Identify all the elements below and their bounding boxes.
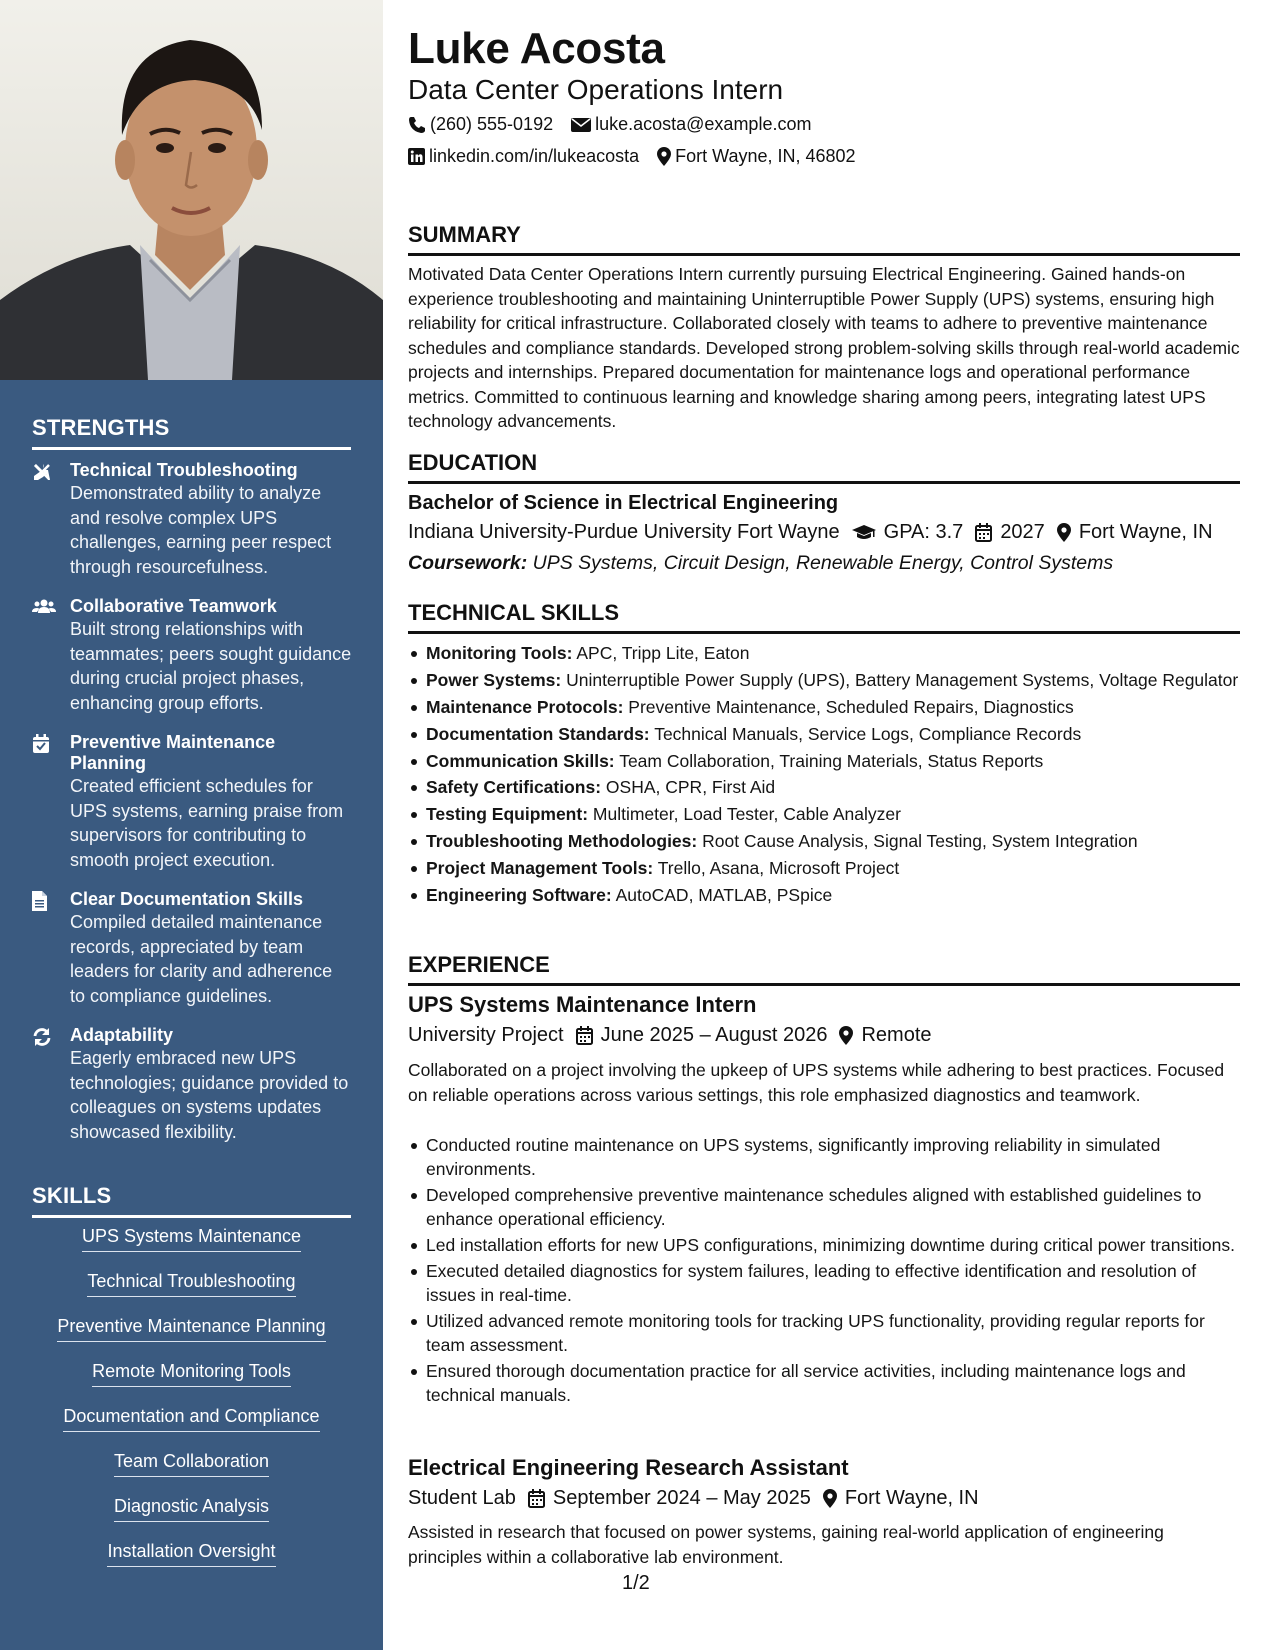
job-dates: September 2024 – May 2025 bbox=[552, 1487, 811, 1509]
calendar-check-icon bbox=[32, 732, 70, 872]
skill-tag: UPS Systems Maintenance bbox=[82, 1225, 301, 1252]
list-item bbox=[408, 883, 1240, 907]
calendar-icon bbox=[576, 1026, 593, 1045]
email-link[interactable]: luke.acosta@example.com bbox=[595, 114, 812, 134]
strength-desc: Compiled detailed maintenance records, appreciated by team leaders for clarity and adherence to compliance guidelines. bbox=[70, 912, 333, 1006]
education-coursework bbox=[408, 552, 1113, 575]
education-year: 2027 bbox=[1000, 521, 1045, 543]
list-item bbox=[408, 829, 1240, 853]
experience-heading: EXPERIENCE bbox=[408, 952, 1240, 986]
skill-label: Documentation Standards: bbox=[426, 723, 650, 744]
education-degree: Bachelor of Science in Electrical Engineering bbox=[408, 492, 839, 514]
strength-item bbox=[32, 732, 352, 872]
strength-title: Adaptability bbox=[70, 1025, 174, 1045]
job-title: UPS Systems Maintenance Intern bbox=[408, 992, 757, 1017]
coursework-list: UPS Systems, Circuit Design, Renewable Energy, Control Systems bbox=[532, 552, 1114, 574]
list-item: Executed detailed diagnostics for system failures, leading to effective identification and resolution of issues in real-time. bbox=[408, 1259, 1240, 1307]
strengths-list bbox=[32, 460, 352, 1161]
skill-value: Root Cause Analysis, Signal Testing, System Integration bbox=[702, 831, 1138, 852]
strength-item bbox=[32, 596, 352, 715]
map-pin-icon bbox=[839, 1026, 853, 1045]
linkedin-link[interactable]: linkedin.com/in/lukeacosta bbox=[429, 146, 640, 166]
strength-desc: Demonstrated ability to analyze and resolve complex UPS challenges, earning peer respect through resourcefulness. bbox=[70, 483, 332, 577]
strength-title: Technical Troubleshooting bbox=[70, 460, 298, 480]
strength-title: Preventive Maintenance Planning bbox=[70, 732, 276, 773]
job-description: Assisted in research that focused on power systems, gaining real-world application of engineering principles within a collaborative lab environment. bbox=[408, 1522, 1164, 1567]
list-item bbox=[408, 668, 1240, 692]
sidebar bbox=[0, 0, 383, 1650]
skill-value: Multimeter, Load Tester, Cable Analyzer bbox=[592, 804, 901, 825]
skill-value: Uninterruptible Power Supply (UPS), Battery Management Systems, Voltage Regulator bbox=[566, 669, 1239, 690]
skill-tag: Team Collaboration bbox=[114, 1450, 269, 1477]
strength-title: Clear Documentation Skills bbox=[70, 889, 304, 909]
job-meta bbox=[408, 1024, 932, 1047]
strength-item bbox=[32, 460, 352, 579]
skill-value: Technical Manuals, Service Logs, Compliance Records bbox=[654, 723, 1082, 744]
map-pin-icon bbox=[823, 1489, 837, 1508]
skill-tag: Installation Oversight bbox=[107, 1540, 275, 1567]
candidate-role: Data Center Operations Intern bbox=[408, 74, 784, 105]
list-item: Led installation efforts for new UPS configurations, minimizing downtime during critical power transitions. bbox=[408, 1233, 1240, 1257]
skill-value: AutoCAD, MATLAB, PSpice bbox=[615, 885, 833, 906]
skill-label: Power Systems: bbox=[426, 669, 562, 690]
strength-item bbox=[32, 889, 352, 1008]
skill-tag: Documentation and Compliance bbox=[63, 1405, 319, 1432]
list-item bbox=[408, 802, 1240, 826]
map-pin-icon bbox=[657, 147, 671, 166]
strengths-heading: STRENGTHS bbox=[32, 415, 351, 450]
map-pin-icon bbox=[1057, 523, 1071, 542]
skill-value: APC, Tripp Lite, Eaton bbox=[576, 643, 750, 663]
skill-value: Team Collaboration, Training Materials, Status Reports bbox=[619, 750, 1044, 771]
skill-label: Communication Skills: bbox=[426, 750, 615, 771]
strength-desc: Built strong relationships with teammates; peers sought guidance during crucial project phases, enhancing group efforts. bbox=[70, 619, 352, 713]
users-icon bbox=[32, 596, 70, 715]
skill-value: Preventive Maintenance, Scheduled Repairs, Diagnostics bbox=[628, 696, 1074, 717]
phone-icon bbox=[408, 116, 426, 134]
document-icon bbox=[32, 889, 70, 1008]
job-org: Student Lab bbox=[408, 1487, 516, 1509]
skill-tag: Diagnostic Analysis bbox=[114, 1495, 269, 1522]
skill-tag: Remote Monitoring Tools bbox=[92, 1360, 291, 1387]
calendar-icon bbox=[975, 523, 992, 542]
education-heading: EDUCATION bbox=[408, 450, 1240, 484]
list-item bbox=[408, 856, 1240, 880]
list-item: Developed comprehensive preventive maintenance schedules aligned with established guidelines to enhance operational efficiency. bbox=[408, 1183, 1240, 1231]
profile-photo bbox=[0, 0, 383, 380]
list-item bbox=[408, 749, 1240, 773]
candidate-name: Luke Acosta bbox=[408, 24, 665, 73]
list-item: Utilized advanced remote monitoring tools for tracking UPS functionality, providing regular reports for team assessment. bbox=[408, 1309, 1240, 1357]
job-title: Electrical Engineering Research Assistant bbox=[408, 1455, 849, 1480]
job-meta bbox=[408, 1487, 979, 1510]
skill-label: Testing Equipment: bbox=[426, 804, 589, 825]
strength-title: Collaborative Teamwork bbox=[70, 596, 277, 616]
sync-icon bbox=[32, 1025, 70, 1144]
job-description: Collaborated on a project involving the upkeep of UPS systems while adhering to best practices. Focused on reliable operations across various settings, this role emphasized diagnostics and teamwork. bbox=[408, 1060, 1225, 1105]
list-item bbox=[408, 641, 1240, 665]
contact-row-1 bbox=[408, 114, 829, 135]
list-item bbox=[408, 695, 1240, 719]
page-number: 1/2 bbox=[622, 1572, 650, 1594]
education-school: Indiana University-Purdue University Fort Wayne bbox=[408, 521, 840, 543]
skill-label: Maintenance Protocols: bbox=[426, 696, 624, 717]
list-item: Ensured thorough documentation practice for all service activities, including maintenance logs and technical manuals. bbox=[408, 1359, 1240, 1407]
skill-value: OSHA, CPR, First Aid bbox=[605, 777, 776, 798]
job-location: Fort Wayne, IN bbox=[844, 1487, 979, 1509]
education-location: Fort Wayne, IN bbox=[1078, 521, 1213, 543]
technical-skills-heading: TECHNICAL SKILLS bbox=[408, 600, 1240, 634]
skill-value: Trello, Asana, Microsoft Project bbox=[657, 858, 900, 879]
job-location: Remote bbox=[861, 1024, 932, 1046]
job-bullets bbox=[408, 1133, 1240, 1409]
tools-icon bbox=[32, 460, 70, 579]
skill-label: Engineering Software: bbox=[426, 885, 612, 906]
strength-desc: Eagerly embraced new UPS technologies; guidance provided to colleagues on systems updates showcased flexibility. bbox=[70, 1048, 349, 1142]
job-org: University Project bbox=[408, 1024, 564, 1046]
skill-label: Troubleshooting Methodologies: bbox=[426, 831, 698, 852]
technical-skills-list bbox=[408, 641, 1240, 910]
skill-label: Monitoring Tools: bbox=[426, 643, 573, 663]
linkedin-icon bbox=[408, 148, 425, 165]
skill-tag: Technical Troubleshooting bbox=[87, 1270, 295, 1297]
skill-tag: Preventive Maintenance Planning bbox=[57, 1315, 325, 1342]
phone-text[interactable]: (260) 555-0192 bbox=[430, 114, 554, 134]
list-item bbox=[408, 722, 1240, 746]
skill-label: Project Management Tools: bbox=[426, 858, 654, 879]
list-item: Conducted routine maintenance on UPS systems, significantly improving reliability in simulated environments. bbox=[408, 1133, 1240, 1181]
graduation-cap-icon bbox=[852, 525, 876, 541]
envelope-icon bbox=[571, 117, 591, 133]
education-gpa: GPA: 3.7 bbox=[883, 521, 964, 543]
skills-list bbox=[32, 1225, 351, 1585]
strength-desc: Created efficient schedules for UPS systems, earning praise from supervisors for contributing to smooth project execution. bbox=[70, 776, 344, 870]
summary-text: Motivated Data Center Operations Intern currently pursuing Electrical Engineering. Gained hands-on experience troubleshooting and maintaining Uninterruptible Power Supply (UPS) systems, ensuring high reliability for critical infrastructure. Collaborated closely with teams to adhere to preventive maintenance schedules and compliance standards. Developed strong problem-solving skills through real-world academic projects and internships. Prepared documentation for maintenance logs and operational performance metrics. Committed to continuous learning and knowledge sharing among peers, integrating latest UPS technology advancements. bbox=[408, 264, 1240, 431]
list-item bbox=[408, 775, 1240, 799]
coursework-label: Coursework: bbox=[408, 552, 528, 574]
contact-row-2 bbox=[408, 146, 874, 167]
skill-label: Safety Certifications: bbox=[426, 777, 602, 798]
job-dates: June 2025 – August 2026 bbox=[600, 1024, 828, 1046]
skills-heading: SKILLS bbox=[32, 1183, 351, 1218]
calendar-icon bbox=[528, 1489, 545, 1508]
location-text: Fort Wayne, IN, 46802 bbox=[675, 146, 856, 166]
education-details bbox=[408, 521, 1213, 544]
summary-heading: SUMMARY bbox=[408, 222, 1240, 256]
strength-item bbox=[32, 1025, 352, 1144]
